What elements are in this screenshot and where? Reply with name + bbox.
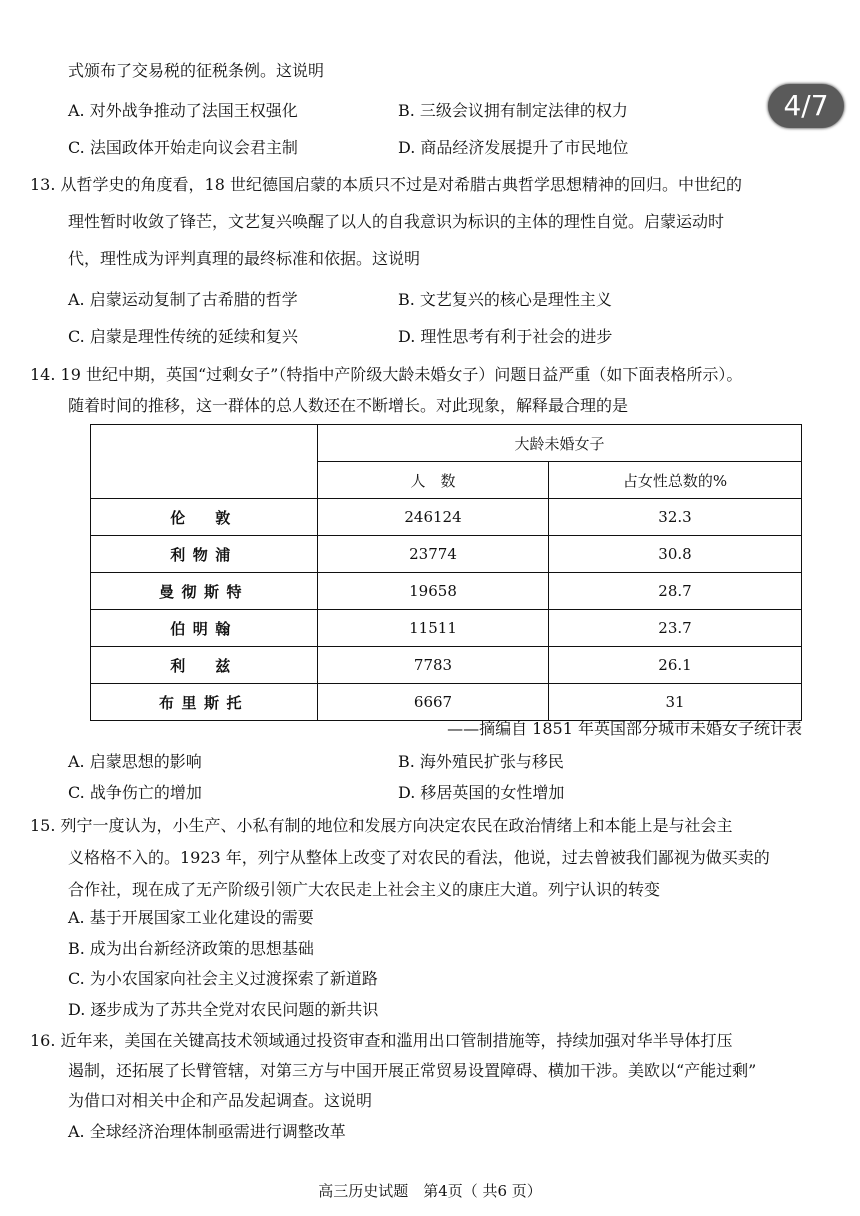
count-cell: 11511 [318,610,549,647]
percent-cell: 23.7 [549,610,802,647]
q15-line-2: 义格格不入的。1923 年，列宁从整体上改变了对农民的看法，他说，过去曾被我们鄙视为做买卖的 [68,848,770,867]
q13-option-d: D. 理性思考有利于社会的进步 [398,327,613,346]
q15-line-3: 合作社，现在成了无产阶级引领广大农民走上社会主义的康庄大道。列宁认识的转变 [68,880,661,899]
city-cell: 利物浦 [91,536,318,573]
city-cell: 曼彻斯特 [91,573,318,610]
table-corner-cell [91,425,318,499]
q15-option-a: A. 基于开展国家工业化建设的需要 [68,908,314,927]
q15-option-d: D. 逐步成为了苏共全党对农民问题的新共识 [68,1000,379,1019]
q14-option-a: A. 启蒙思想的影响 [68,752,202,771]
unmarried-women-table [90,424,802,721]
percent-cell: 32.3 [549,499,802,536]
q15-line-1: 15. 列宁一度认为，小生产、小私有制的地位和发展方向决定农民在政治情绪上和本能上是与社会主 [30,816,733,835]
table-group-header: 大龄未婚女子 [318,425,802,462]
q14-option-d: D. 移居英国的女性增加 [398,783,565,802]
q14-option-c: C. 战争伤亡的增加 [68,783,202,802]
table-row [91,610,802,647]
count-cell: 19658 [318,573,549,610]
q12-option-a: A. 对外战争推动了法国王权强化 [68,101,298,120]
q16-line-1: 16. 近年来，美国在关键高技术领域通过投资审查和滥用出口管制措施等，持续加强对华半导体打压 [30,1031,733,1050]
page-badge: 4/7 [768,84,844,128]
count-cell: 7783 [318,647,549,684]
q15-option-b: B. 成为出台新经济政策的思想基础 [68,939,314,958]
q12-option-c: C. 法国政体开始走向议会君主制 [68,138,298,157]
q13-line-1: 13. 从哲学史的角度看，18 世纪德国启蒙的本质只不过是对希腊古典哲学思想精神的回归。中世纪的 [30,175,742,194]
table-row [91,536,802,573]
table-source: ——摘编自 1851 年英国部分城市未婚女子统计表 [447,719,802,738]
q13-option-b: B. 文艺复兴的核心是理性主义 [398,290,612,309]
q12-option-b: B. 三级会议拥有制定法律的权力 [398,101,628,120]
q16-line-3: 为借口对相关中企和产品发起调查。这说明 [68,1091,373,1110]
q16-option-a: A. 全球经济治理体制亟需进行调整改革 [68,1122,346,1141]
q13-option-a: A. 启蒙运动复制了古希腊的哲学 [68,290,298,309]
column-header-count: 人 数 [318,462,549,499]
table-row [91,499,802,536]
column-header-percent: 占女性总数的% [549,462,802,499]
count-cell: 246124 [318,499,549,536]
count-cell: 6667 [318,684,549,721]
percent-cell: 26.1 [549,647,802,684]
q13-line-3: 代，理性成为评判真理的最终标准和依据。这说明 [68,249,421,268]
q13-line-2: 理性暂时收敛了锋芒，文艺复兴唤醒了以人的自我意识为标识的主体的理性自觉。启蒙运动时 [68,212,725,231]
table-row [91,573,802,610]
q12-option-d: D. 商品经济发展提升了市民地位 [398,138,629,157]
table-row [91,684,802,721]
table-header-row [91,425,802,462]
city-cell: 伦 敦 [91,499,318,536]
q16-line-2: 遏制，还拓展了长臂管辖，对第三方与中国开展正常贸易设置障碍、横加干涉。美欧以“产能过剩” [68,1061,757,1080]
city-cell: 布里斯托 [91,684,318,721]
percent-cell: 28.7 [549,573,802,610]
q14-line-1: 14. 19 世纪中期，英国“过剩女子”（特指中产阶级大龄未婚女子）问题日益严重（如下面表格所示）。 [30,365,743,384]
city-cell: 伯明翰 [91,610,318,647]
q14-option-b: B. 海外殖民扩张与移民 [398,752,564,771]
q13-option-c: C. 启蒙是理性传统的延续和复兴 [68,327,298,346]
count-cell: 23774 [318,536,549,573]
q14-line-2: 随着时间的推移，这一群体的总人数还在不断增长。对此现象，解释最合理的是 [68,396,629,415]
q12-stem-tail: 式颁布了交易税的征税条例。这说明 [68,61,325,80]
percent-cell: 30.8 [549,536,802,573]
percent-cell: 31 [549,684,802,721]
q15-option-c: C. 为小农国家向社会主义过渡探索了新道路 [68,969,378,988]
city-cell: 利 兹 [91,647,318,684]
page-footer: 高三历史试题 第4页（ 共6 页） [318,1182,542,1200]
table-row [91,647,802,684]
